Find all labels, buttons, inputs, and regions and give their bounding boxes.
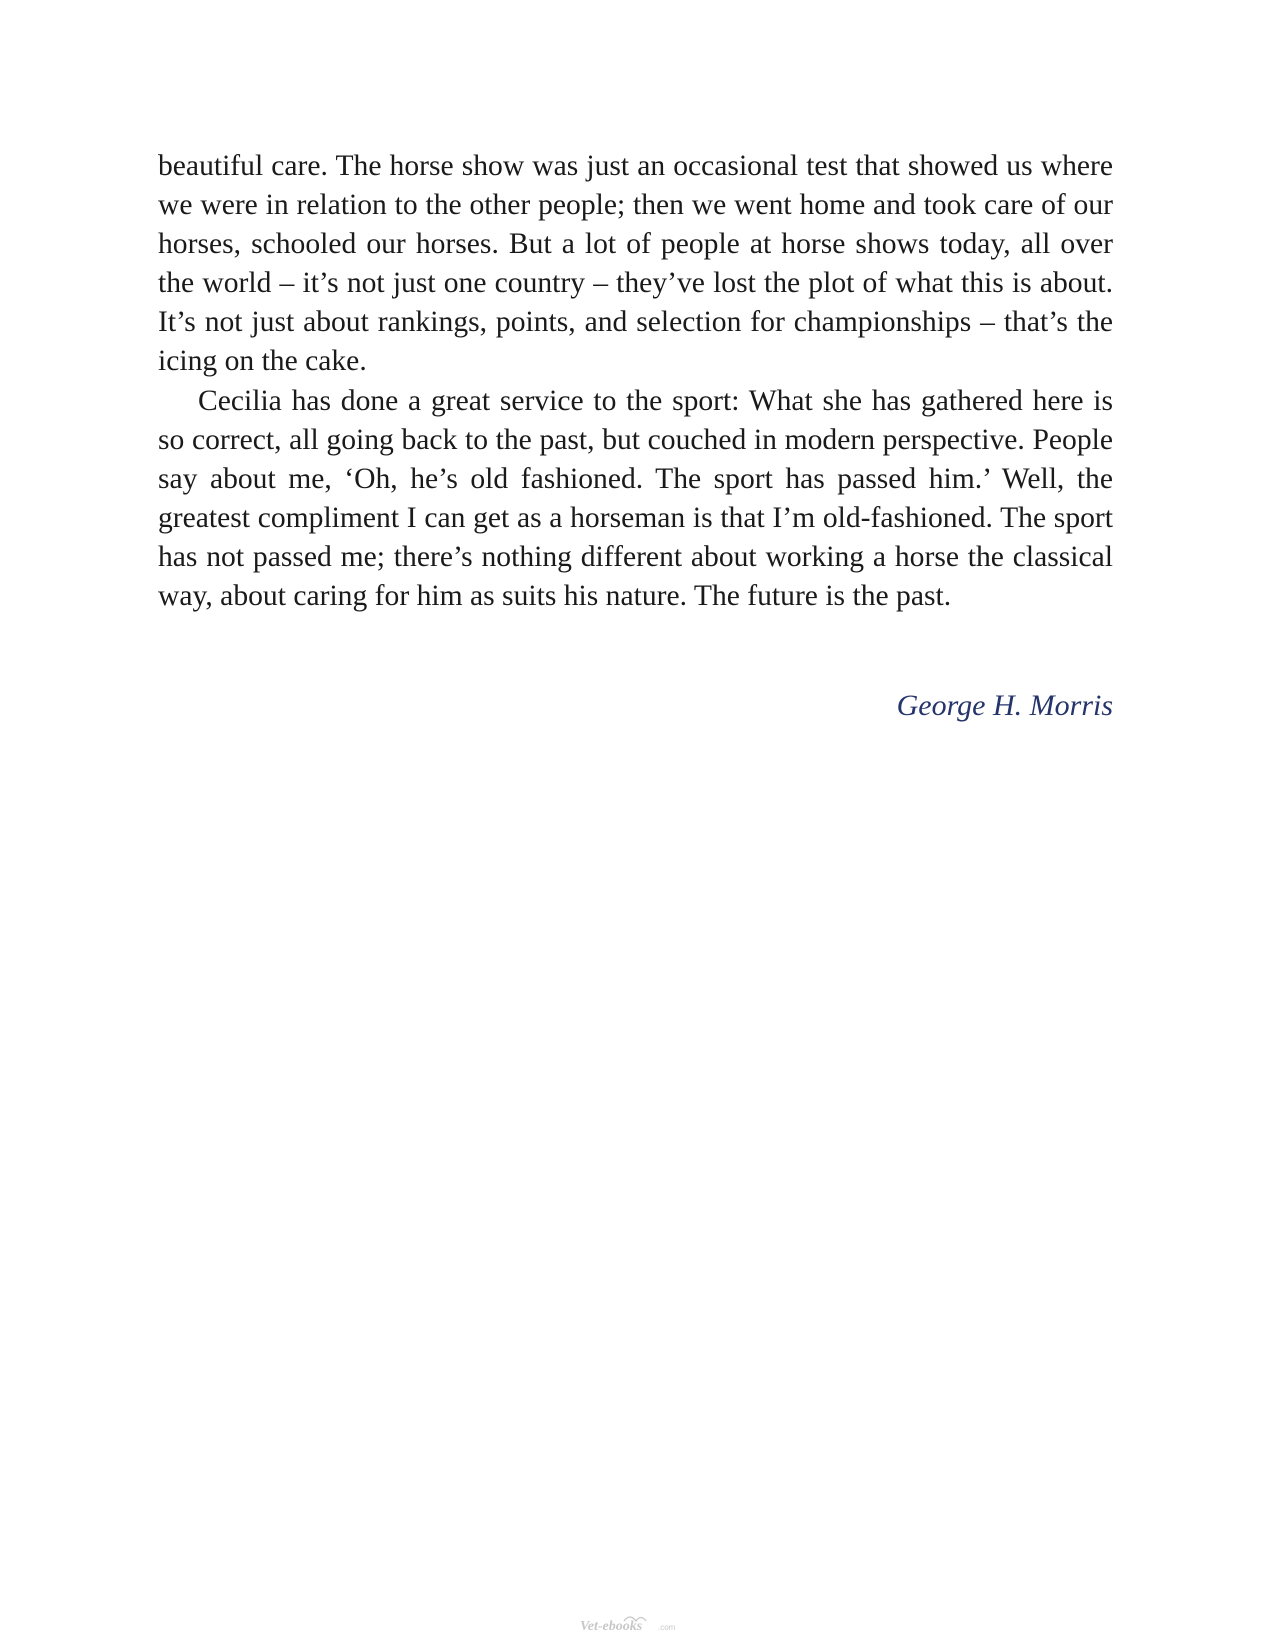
svg-text:.com: .com [658, 1623, 676, 1632]
svg-text:Vet-ebooks: Vet-ebooks [580, 1619, 643, 1634]
paragraph-2: Cecilia has done a great service to the sport: What she has gathered here is so correct, all going back to the past, but couched in modern perspective. People say about me, ‘Oh, he’s old fashioned. The sport has passed him.’ Well, the greatest compliment I can get as a horseman is that I’m old-fashioned. The sport has not passed me; there’s nothing different about working a horse the classical way, about caring for him as suits his nature. The future is the past. [158, 384, 1113, 613]
body-text [158, 147, 1113, 616]
paragraph-1: beautiful care. The horse show was just an occasional test that showed us where we were in relation to the other people; then we went home and took care of our horses, schooled our horses. But a lot of people at horse shows today, all over the world – it’s not just one country – they’ve lost the plot of what this is about. It’s not just about rankings, points, and selection for championships – that’s the icing on the cake. [158, 150, 1113, 378]
author-signature: George H. Morris [896, 689, 1113, 722]
watermark-logo [578, 1612, 698, 1634]
